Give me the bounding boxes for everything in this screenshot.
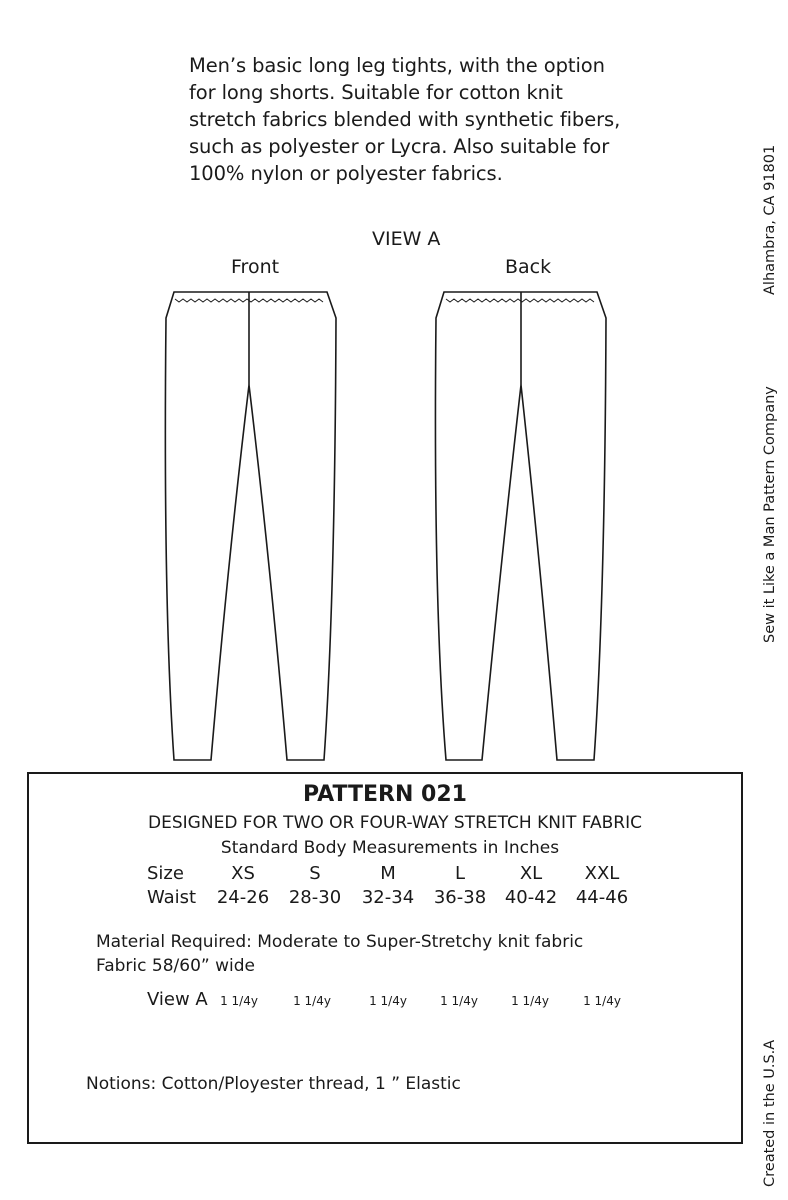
- measurements-heading: Standard Body Measurements in Inches: [220, 838, 560, 858]
- view-title: VIEW A: [372, 228, 441, 250]
- waist-cell: 24-26: [216, 887, 270, 908]
- front-view-drawing: [165, 285, 337, 765]
- back-label: Back: [505, 256, 552, 278]
- size-row-label: Size: [147, 863, 184, 884]
- yardage-cell: 1 1/4y: [511, 994, 549, 1008]
- size-cell: XS: [231, 863, 255, 884]
- waist-cell: 40-42: [504, 887, 558, 908]
- back-view-drawing: [435, 285, 607, 765]
- company-address: Alhambra, CA 91801: [762, 144, 778, 295]
- size-cell: XXL: [584, 863, 620, 884]
- material-required: Material Required: Moderate to Super-Stretchy knit fabric: [96, 932, 584, 952]
- fabric-width: Fabric 58/60” wide: [96, 956, 255, 976]
- yardage-cell: 1 1/4y: [583, 994, 621, 1008]
- pattern-subtitle: DESIGNED FOR TWO OR FOUR-WAY STRETCH KNIT FABRIC: [148, 813, 642, 833]
- yardage-cell: 1 1/4y: [369, 994, 407, 1008]
- size-cell: XL: [519, 863, 543, 884]
- waist-cell: 32-34: [361, 887, 415, 908]
- size-cell: L: [454, 863, 466, 884]
- origin-note: Created in the U.S.A: [762, 1039, 778, 1187]
- size-cell: M: [380, 863, 396, 884]
- yardage-cell: 1 1/4y: [293, 994, 331, 1008]
- pattern-title: PATTERN 021: [303, 782, 467, 807]
- waist-row-label: Waist: [147, 887, 197, 908]
- yardage-cell: 1 1/4y: [220, 994, 258, 1008]
- yardage-cell: 1 1/4y: [440, 994, 478, 1008]
- waist-cell: 28-30: [288, 887, 342, 908]
- waist-cell: 36-38: [433, 887, 487, 908]
- company-name: Sew it Like a Man Pattern Company: [762, 386, 778, 643]
- waist-cell: 44-46: [575, 887, 629, 908]
- notions: Notions: Cotton/Ployester thread, 1 ” Elastic: [86, 1074, 461, 1094]
- front-label: Front: [231, 256, 280, 278]
- view-a-row-label: View A: [147, 989, 208, 1010]
- size-cell: S: [309, 863, 321, 884]
- pattern-description: Men’s basic long leg tights, with the option for long shorts. Suitable for cotton knit stretch fabrics blended with synthetic fibers, such as polyester or Lycra. Also suitable for 100% nylon or polyester fabrics.: [189, 54, 621, 185]
